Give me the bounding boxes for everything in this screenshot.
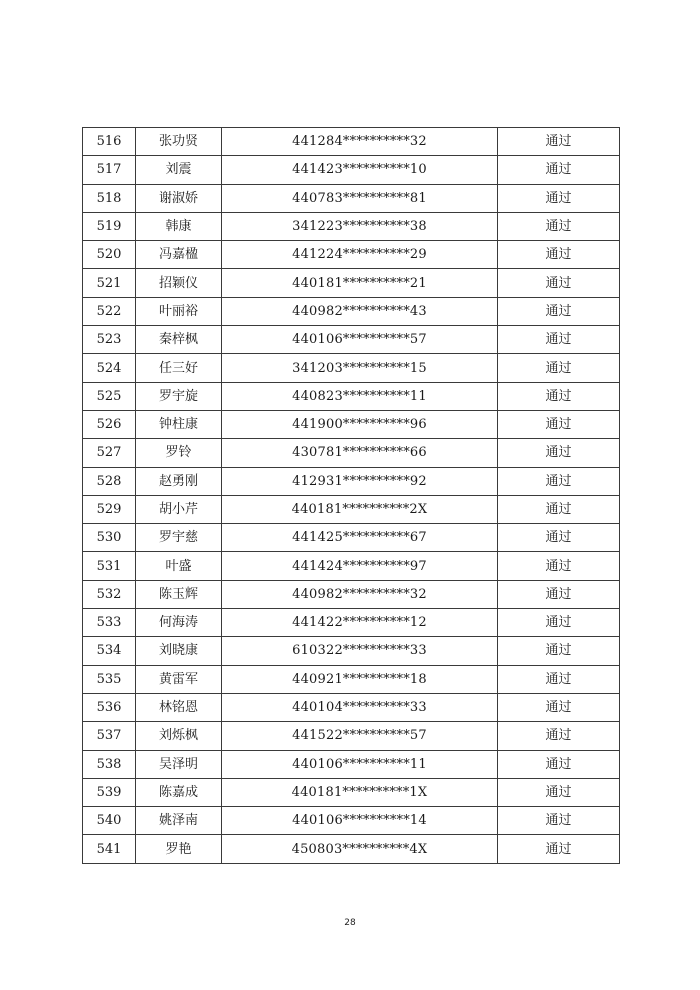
status-cell: 通过 [498, 269, 620, 297]
row-number-cell: 517 [83, 156, 136, 184]
row-number-cell: 534 [83, 637, 136, 665]
status-cell: 通过 [498, 382, 620, 410]
status-cell: 通过 [498, 495, 620, 523]
status-cell: 通过 [498, 750, 620, 778]
table-row [83, 524, 620, 552]
status-cell: 通过 [498, 609, 620, 637]
name-cell: 吴泽明 [136, 750, 222, 778]
status-cell: 通过 [498, 835, 620, 863]
row-number-cell: 523 [83, 326, 136, 354]
id-number-cell: 440181**********2X [222, 495, 498, 523]
row-number-cell: 524 [83, 354, 136, 382]
status-cell: 通过 [498, 212, 620, 240]
table-row [83, 212, 620, 240]
status-cell: 通过 [498, 241, 620, 269]
id-number-cell: 441425**********67 [222, 524, 498, 552]
id-number-cell: 440982**********32 [222, 580, 498, 608]
row-number-cell: 526 [83, 410, 136, 438]
table-row [83, 241, 620, 269]
row-number-cell: 525 [83, 382, 136, 410]
status-cell: 通过 [498, 156, 620, 184]
table-row [83, 580, 620, 608]
status-cell: 通过 [498, 552, 620, 580]
status-cell: 通过 [498, 580, 620, 608]
table-row [83, 552, 620, 580]
table-row [83, 693, 620, 721]
name-cell: 罗铃 [136, 439, 222, 467]
status-cell: 通过 [498, 693, 620, 721]
row-number-cell: 532 [83, 580, 136, 608]
row-number-cell: 541 [83, 835, 136, 863]
name-cell: 罗艳 [136, 835, 222, 863]
status-cell: 通过 [498, 128, 620, 156]
row-number-cell: 537 [83, 722, 136, 750]
roster-table-body [83, 128, 620, 864]
status-cell: 通过 [498, 524, 620, 552]
status-cell: 通过 [498, 722, 620, 750]
row-number-cell: 533 [83, 609, 136, 637]
status-cell: 通过 [498, 439, 620, 467]
name-cell: 叶丽裕 [136, 297, 222, 325]
name-cell: 罗宇慈 [136, 524, 222, 552]
id-number-cell: 440106**********11 [222, 750, 498, 778]
id-number-cell: 440106**********14 [222, 807, 498, 835]
table-row [83, 382, 620, 410]
id-number-cell: 441224**********29 [222, 241, 498, 269]
status-cell: 通过 [498, 354, 620, 382]
name-cell: 冯嘉楹 [136, 241, 222, 269]
name-cell: 姚泽南 [136, 807, 222, 835]
name-cell: 韩康 [136, 212, 222, 240]
row-number-cell: 527 [83, 439, 136, 467]
name-cell: 赵勇刚 [136, 467, 222, 495]
row-number-cell: 528 [83, 467, 136, 495]
row-number-cell: 522 [83, 297, 136, 325]
name-cell: 叶盛 [136, 552, 222, 580]
table-row [83, 410, 620, 438]
table-row [83, 184, 620, 212]
name-cell: 招颖仪 [136, 269, 222, 297]
name-cell: 钟柱康 [136, 410, 222, 438]
table-row [83, 637, 620, 665]
roster-table [82, 127, 620, 864]
table-row [83, 807, 620, 835]
id-number-cell: 440181**********1X [222, 778, 498, 806]
id-number-cell: 610322**********33 [222, 637, 498, 665]
id-number-cell: 440106**********57 [222, 326, 498, 354]
name-cell: 谢淑娇 [136, 184, 222, 212]
table-row [83, 269, 620, 297]
id-number-cell: 440921**********18 [222, 665, 498, 693]
name-cell: 黄雷军 [136, 665, 222, 693]
row-number-cell: 518 [83, 184, 136, 212]
id-number-cell: 441422**********12 [222, 609, 498, 637]
id-number-cell: 440823**********11 [222, 382, 498, 410]
status-cell: 通过 [498, 467, 620, 495]
row-number-cell: 519 [83, 212, 136, 240]
id-number-cell: 412931**********92 [222, 467, 498, 495]
id-number-cell: 441423**********10 [222, 156, 498, 184]
id-number-cell: 441284**********32 [222, 128, 498, 156]
row-number-cell: 529 [83, 495, 136, 523]
table-row [83, 354, 620, 382]
status-cell: 通过 [498, 778, 620, 806]
name-cell: 何海涛 [136, 609, 222, 637]
name-cell: 张功贤 [136, 128, 222, 156]
status-cell: 通过 [498, 326, 620, 354]
table-row [83, 128, 620, 156]
id-number-cell: 430781**********66 [222, 439, 498, 467]
name-cell: 刘晓康 [136, 637, 222, 665]
id-number-cell: 440104**********33 [222, 693, 498, 721]
row-number-cell: 521 [83, 269, 136, 297]
name-cell: 陈玉辉 [136, 580, 222, 608]
table-row [83, 750, 620, 778]
id-number-cell: 441522**********57 [222, 722, 498, 750]
id-number-cell: 440181**********21 [222, 269, 498, 297]
name-cell: 胡小芹 [136, 495, 222, 523]
table-row [83, 326, 620, 354]
name-cell: 任三好 [136, 354, 222, 382]
row-number-cell: 530 [83, 524, 136, 552]
status-cell: 通过 [498, 297, 620, 325]
id-number-cell: 341223**********38 [222, 212, 498, 240]
id-number-cell: 341203**********15 [222, 354, 498, 382]
id-number-cell: 440982**********43 [222, 297, 498, 325]
row-number-cell: 539 [83, 778, 136, 806]
id-number-cell: 441900**********96 [222, 410, 498, 438]
status-cell: 通过 [498, 807, 620, 835]
name-cell: 秦梓枫 [136, 326, 222, 354]
row-number-cell: 531 [83, 552, 136, 580]
status-cell: 通过 [498, 665, 620, 693]
id-number-cell: 441424**********97 [222, 552, 498, 580]
status-cell: 通过 [498, 184, 620, 212]
table-row [83, 495, 620, 523]
name-cell: 罗宇旋 [136, 382, 222, 410]
name-cell: 刘烁枫 [136, 722, 222, 750]
row-number-cell: 520 [83, 241, 136, 269]
table-row [83, 722, 620, 750]
row-number-cell: 540 [83, 807, 136, 835]
id-number-cell: 450803**********4X [222, 835, 498, 863]
id-number-cell: 440783**********81 [222, 184, 498, 212]
row-number-cell: 538 [83, 750, 136, 778]
page-number: 28 [344, 918, 356, 928]
name-cell: 刘震 [136, 156, 222, 184]
table-row [83, 439, 620, 467]
table-row [83, 156, 620, 184]
table-row [83, 609, 620, 637]
table-row [83, 835, 620, 863]
row-number-cell: 516 [83, 128, 136, 156]
row-number-cell: 535 [83, 665, 136, 693]
status-cell: 通过 [498, 410, 620, 438]
row-number-cell: 536 [83, 693, 136, 721]
table-row [83, 297, 620, 325]
name-cell: 林铭恩 [136, 693, 222, 721]
table-row [83, 665, 620, 693]
table-row [83, 778, 620, 806]
table-row [83, 467, 620, 495]
status-cell: 通过 [498, 637, 620, 665]
name-cell: 陈嘉成 [136, 778, 222, 806]
